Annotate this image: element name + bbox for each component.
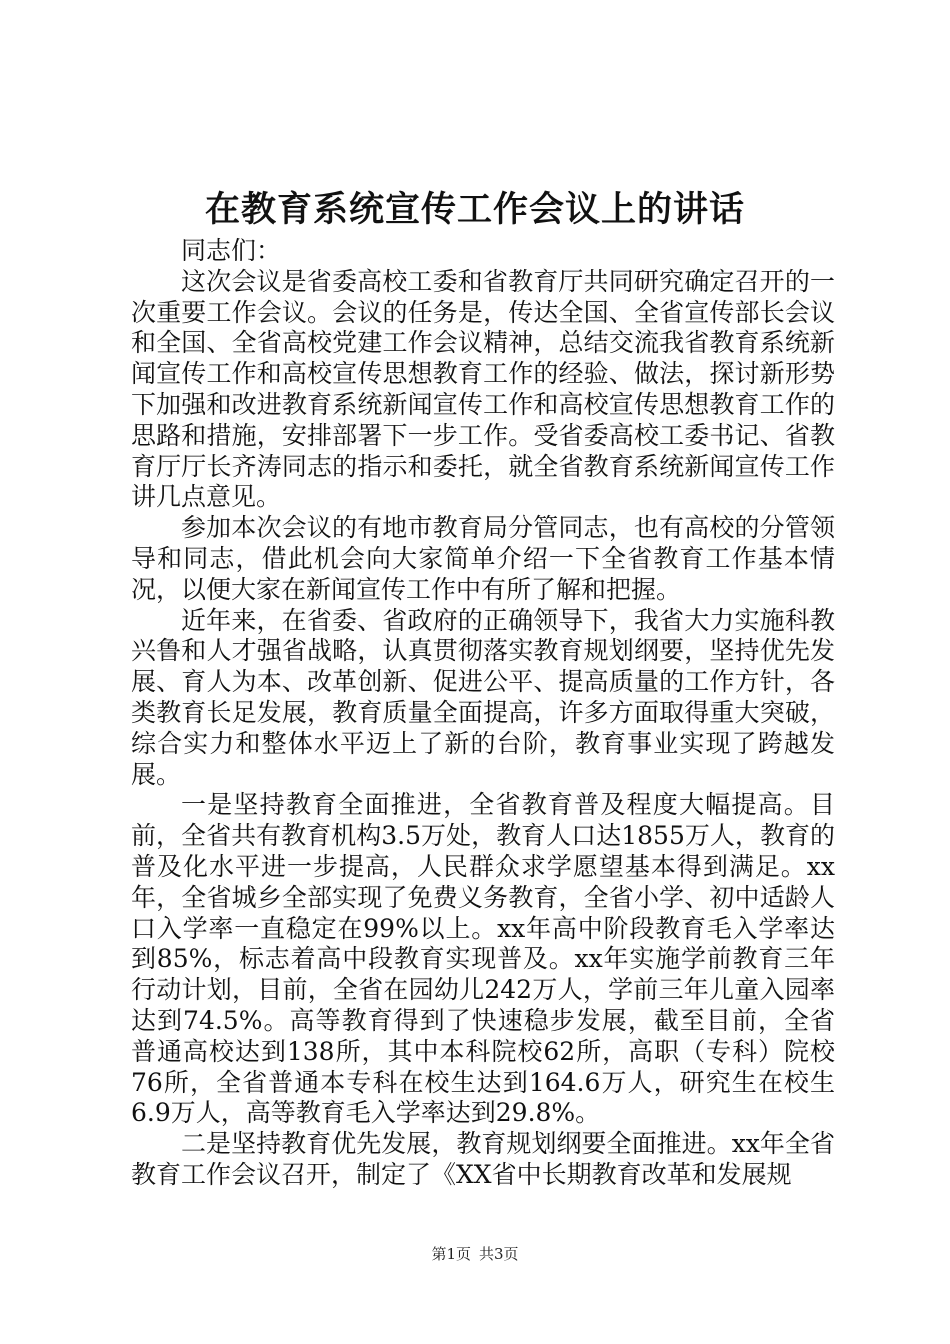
document-title: 在教育系统宣传工作会议上的讲话 [204, 189, 745, 230]
page-number: 第1页 [431, 1245, 471, 1263]
body-paragraph: 二是坚持教育优先发展，教育规划纲要全面推进。xx年全省教育工作会议召开，制定了《XX省中长期教育改革和发展规 [131, 1129, 835, 1189]
body-paragraph: 近年来，在省委、省政府的正确领导下，我省大力实施科教兴鲁和人才强省战略，认真贯彻落实教育规划纲要，坚持优先发展、育人为本、改革创新、促进公平、提高质量的工作方针，各类教育长足发展，教育质量全面提高，许多方面取得重大突破，综合实力和整体水平迈上了新的台阶，教育事业实现了跨越发展。 [131, 605, 835, 789]
body-paragraph: 这次会议是省委高校工委和省教育厅共同研究确定召开的一次重要工作会议。会议的任务是，传达全国、全省宣传部长会议和全国、全省高校党建工作会议精神，总结交流我省教育系统新闻宣传工作和高校宣传思想教育工作的经验、做法，探讨新形势下加强和改进教育系统新闻宣传工作和高校宣传思想教育工作的思路和措施，安排部署下一步工作。受省委高校工委书记、省教育厅厅长齐涛同志的指示和委托，就全省教育系统新闻宣传工作讲几点意见。 [131, 266, 835, 512]
page-footer [0, 1244, 950, 1264]
salutation-paragraph: 同志们： [181, 236, 282, 265]
body-paragraph: 参加本次会议的有地市教育局分管同志，也有高校的分管领导和同志，借此机会向大家简单介绍一下全省教育工作基本情况，以便大家在新闻宣传工作中有所了解和把握。 [131, 513, 835, 604]
page-total: 共3页 [479, 1245, 519, 1263]
document-body [131, 236, 835, 1191]
body-paragraph: 一是坚持教育全面推进，全省教育普及程度大幅提高。目前，全省共有教育机构3.5万处，教育人口达1855万人，教育的普及化水平进一步提高，人民群众求学愿望基本得到满足。xx年，全省城乡全部实现了免费义务教育，全省小学、初中适龄人口入学率一直稳定在99%以上。xx年高中阶段教育毛入学率达到85%，标志着高中段教育实现普及。xx年实施学前教育三年行动计划，目前，全省在园幼儿242万人，学前三年儿童入园率达到74.5%。高等教育得到了快速稳步发展，截至目前，全省普通高校达到138所，其中本科院校62所，高职（专科）院校76所，全省普通本专科在校生达到164.6万人，研究生在校生6.9万人，高等教育毛入学率达到29.8%。 [131, 790, 835, 1128]
